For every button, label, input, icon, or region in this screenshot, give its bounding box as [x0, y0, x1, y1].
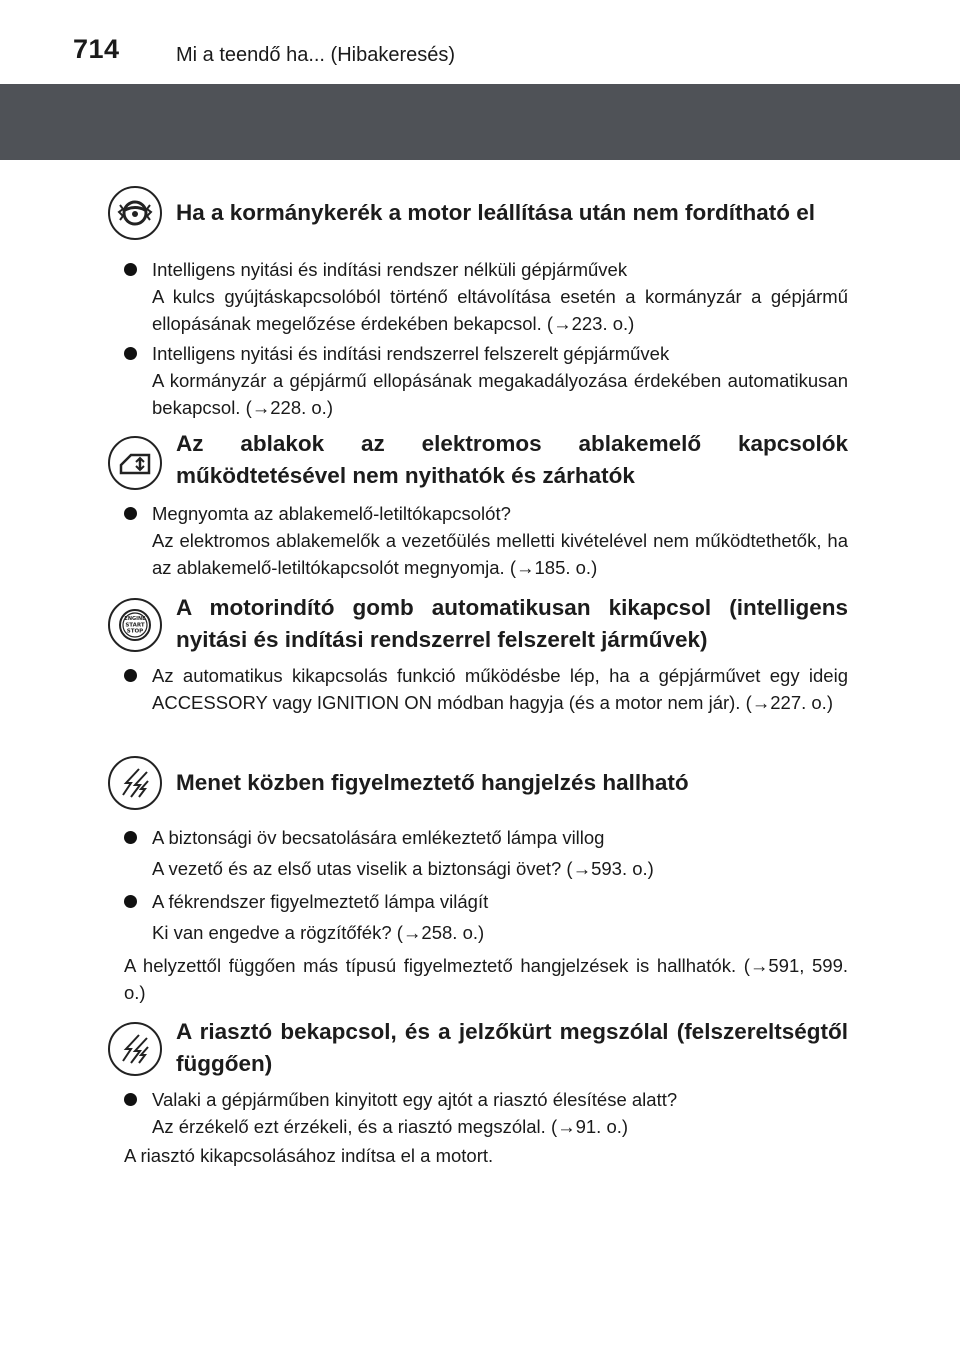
bullet-body: A kulcs gyújtáskapcsolóból történő eltávolítása esetén a kormányzár a gépjármű ellopásának megelőzése érdekében bekapcsol. (→223. o.) [152, 286, 848, 334]
bullet-title: Az automatikus kikapcsolás funkció működésbe lép, ha a gépjárművet egy ideig ACCESSORY vagy IGNITION ON módban hagyja (és a motor nem jár). (→227. o.) [152, 665, 848, 713]
bullet-dot [124, 1093, 137, 1106]
bullet-body: Az érzékelő ezt érzékeli, és a riasztó megszólal. (→91. o.) [152, 1116, 629, 1137]
bullet-title: Intelligens nyitási és indítási rendszer nélküli gépjárművek [152, 259, 628, 280]
list-item [124, 500, 848, 581]
bullet-title: A biztonsági öv becsatolására emlékeztető lámpa villog [152, 827, 605, 848]
bullet-title: Megnyomta az ablakemelő-letiltókapcsolót? [152, 503, 511, 524]
list-item [124, 662, 848, 716]
section-heading: Az ablakok az elektromos ablakemelő kapcsolók működtetésével nem nyithatók és zárhatók [176, 431, 848, 488]
section-steering-lock [108, 186, 848, 250]
icon-label: ENGINE [124, 616, 146, 622]
section-alarm [108, 1014, 848, 1084]
page-title: Mi a teendő ha... (Hibakeresés) [176, 44, 456, 66]
note-text: A helyzettől függően más típusú figyelmeztető hangjelzések is hallhatók. (→591, 599. o.) [124, 955, 848, 1003]
power-window-icon [108, 436, 162, 490]
bullet-dot [124, 263, 137, 276]
bullet-dot [124, 507, 137, 520]
page-header [0, 0, 960, 84]
engine-start-stop-icon [108, 598, 162, 652]
section-power-window [108, 428, 848, 498]
icon-label: START [125, 622, 145, 629]
bullet-dot [124, 347, 137, 360]
section-heading: Ha a kormánykerék a motor leállítása után nem fordítható el [176, 200, 815, 225]
warning-sound-icon [108, 756, 162, 810]
alarm-sound-icon [108, 1022, 162, 1076]
list-item [124, 1086, 848, 1140]
bullet-dot [124, 895, 137, 908]
bullet-body: A kormányzár a gépjármű ellopásának megakadályozása érdekében automatikusan bekapcsol. (→228. o.) [152, 370, 848, 418]
steering-wheel-lock-icon [108, 186, 162, 240]
section-heading: A motorindító gomb automatikusan kikapcsol (intelligens nyitási és indítási rendszerrel felszerelt járművek) [176, 595, 848, 652]
bullet-dot [124, 831, 137, 844]
page-number: 714 [73, 34, 120, 64]
list-item [124, 824, 848, 882]
list-item [124, 256, 848, 337]
note-text: A riasztó kikapcsolásához indítsa el a motort. [124, 1145, 494, 1166]
list-item [124, 888, 848, 946]
section-heading: A riasztó bekapcsol, és a jelzőkürt megszólal (felszereltségtől függően) [176, 1019, 848, 1076]
bullet-dot [124, 669, 137, 682]
section-engine-switch [108, 590, 848, 660]
section-warning-buzzer [108, 756, 848, 820]
section-heading: Menet közben figyelmeztető hangjelzés hallható [176, 770, 689, 795]
icon-label: STOP [126, 628, 144, 635]
bullet-title: Intelligens nyitási és indítási rendszerrel felszerelt gépjárművek [152, 343, 670, 364]
bullet-title: Valaki a gépjárműben kinyitott egy ajtót a riasztó élesítése alatt? [152, 1089, 678, 1110]
list-item [124, 340, 848, 421]
bullet-body: Ki van engedve a rögzítőfék? (→258. o.) [152, 922, 485, 943]
header-band [0, 84, 960, 160]
bullet-body: A vezető és az első utas viselik a biztonsági övet? (→593. o.) [152, 858, 654, 879]
bullet-body: Az elektromos ablakemelők a vezetőülés melletti kivételével nem működtethetők, ha az ablakemelő-letiltókapcsolót megnyomja. (→185. o.) [152, 530, 848, 578]
bullet-title: A fékrendszer figyelmeztető lámpa világít [152, 891, 489, 912]
